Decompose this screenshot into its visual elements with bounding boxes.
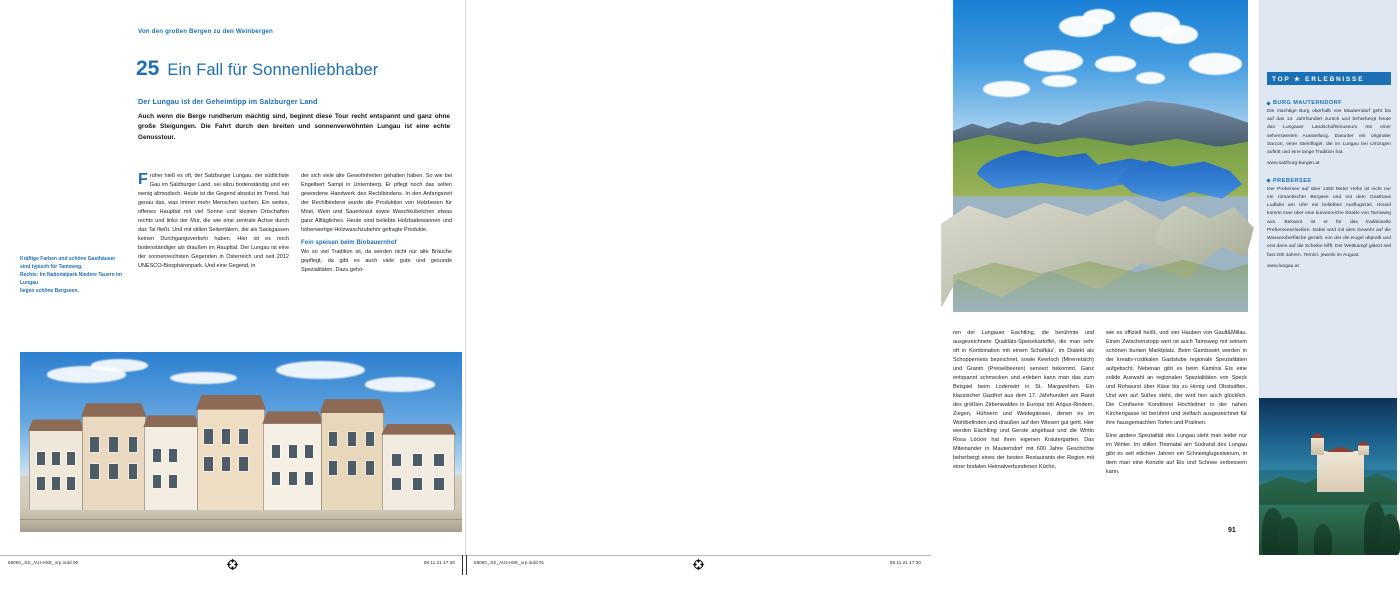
right-page: [466, 0, 1391, 555]
registration-mark-icon: [226, 558, 239, 571]
sidebar-entry-url[interactable]: www.lungau.at: [1267, 263, 1299, 269]
diamond-bullet-icon: [1266, 179, 1270, 183]
body-paragraph: ren der Lungauer Eachtling, die berühmte und ausgezeichnete Qualitäts-Speisekartoffel, die man sehr oft in Kombination mit einem Schafkäs', im Dialekt als Schopperriess bezeichnet, sowie Keerloch (Mirerretsich) und Grantn (Preiselbeeren) serviert bekommt. Ganz entspannt schmecken und erleben kann man das zum Beispiel beim Lodenwirt in St. Margarethen. Ein klassischer Gasthof aus dem 17. Jahrhundert am Rand des größten Zirbenwaldes in Europa mit Angus-Rindern, Ziegen, Hühnern und Weidegänsen, denen es im Wohlbefinden und draußen auf den Wiesen gut geht. Hier werden Eachtling und Gerste angebaut und die Wirtin Rosa Löcker hat ihren eigenen Kräutergarten. Das Miteinander in Mauterndorf mit 600 Jahre Geschichte beherbergt eines der besten Restaurants der Region mit einer bodalen Heimatverbundenen Küche,: [953, 330, 1094, 471]
article-lead: Auch wenn die Berge rundherum mächtig sind, beginnt diese Tour recht entspannt und ganz ohne große Steigungen. Die Fahrt durch den breiten und sonnenverwöhnten Lungau ist eine echte Genusstour.: [138, 113, 450, 141]
body-paragraph-text: rüher hieß es oft, der Salzburger Lungau, der südlichste Gau im Salzburger Land, sei allzu bodenständig und ein wenig altmodisch. Heute ist die Gegend absolut im Trend, hat genau das, was immer mehr Menschen suchen. Ein weites, offenes Haupttal mit viel Sonne und kleinen Ortschaften rechts und links der Mur, die wie eine zentrale Achse durch das Tal fließt. Und mit stillen Seitentälern, die als Sackgassen keinen Durchgangsverkehr haben. Hier ist es noch bodenständiger als draußen im Haupttal. Der Lungau ist eine der sonnenreichsten Gegenden in Österreich und seit 2012 UNESCO-Biosphärenpark. Und eine Gegend, in: [138, 173, 289, 269]
caption-line: Rechts: Im Nationalpark Niedere Tauern im Lungau: [20, 271, 122, 286]
photo-burg-mauterndorf: [1259, 398, 1397, 555]
sidebar-entry-title-text: PREBERSEE: [1273, 177, 1312, 184]
sidebar-content: [1267, 100, 1391, 280]
chapter-heading: [136, 58, 456, 79]
left-page: [0, 0, 465, 555]
footer-rule: [462, 555, 463, 575]
photo-caption-margin: [20, 256, 132, 295]
sidebar-entry-text: Der Prebersee auf über 1450 Meter Höhe ist nicht nur ein romantischer Bergsee und mit dem Gasthaus Ludlalm am Ufer ein beliebtes Ausflugsziel. Hinauf kommt man über eine kurvenreiche Straße von Tamsweg aus. Bekannt ist er für das traditionelle Preberseeschießen. Dabei wird mit dem Gewehr auf die Wasseroberfläche gezielt, von der die Kugel abprallt und erst dann auf die Scheibe trifft. Der Wettkampf glänzt seit fast 200 Jahren. Termin: jeweils im August.: [1267, 186, 1391, 258]
body-column-1: [138, 172, 289, 275]
sidebar-entry-text: Die mächtige Burg oberhalb von Mauterndorf geht bis auf das 14. Jahrhundert zurück und beherbergt heute das Lungauer Landschaftsmuseum mit einer sehenswerten Ausstellung. Darunter ein originaler Sarcon, einer Steinflügel, die im Lungau bei Umzügen auftritt und eine lange Tradition hat.: [1267, 109, 1391, 156]
body-paragraph: [138, 172, 289, 270]
sidebar-heading: TOP ★ ERLEBNISSE: [1267, 72, 1391, 85]
body-column-2: [301, 172, 452, 275]
page-gutter: [465, 0, 466, 555]
footer-timestamp: 08.11.21 17:30: [423, 560, 455, 565]
body-paragraph: wie es offiziell heißt, und vier Hauben von Gault&Millau. Einen Zwischenstopp wert ist auch Tamsweg mit seinem schönen bunten Marktplatz. Beim Gambswirt werden in der kreativ-rustikalen Gaststube regionale Spezialitäten aufgetischt. Nebenan gibt es beim Kaminis Eis eine solide Auswahl an regionalen Spezialitäten von Speck und Rohwurst über Käse bis zu Honig und Obstsäften. Und wer auf Süßes steht, der wird hier auch glücklich. Die Confiserie Konditorei Hochleitner in der nahen Kirchengasse ist berühmt und vielfach ausgezeichnet für ihre hausgemachten Torten und Pralinen.: [1106, 330, 1247, 426]
caption-line: sind typisch für Tamsweg.: [20, 263, 83, 270]
footer-rule: [466, 555, 467, 575]
chapter-number: 25: [136, 57, 160, 80]
chapter-title: Ein Fall für Sonnenliebhaber: [167, 61, 379, 79]
caption-line: Kräftige Farben und schöne Gasthäuser: [20, 256, 116, 262]
running-head-kicker: Von den großen Bergen zu den Weinbergen: [138, 28, 274, 35]
body-paragraph: Wo so viel Tradition ist, da werden nicht nur alte Bräuche gepflegt, da gibt es auch viele gute und gesunde Spezialitäten. Dazu gehö-: [301, 248, 452, 273]
article-subtitle: Der Lungau ist der Geheimtipp im Salzburger Land: [138, 97, 318, 106]
drop-cap: F: [138, 171, 148, 188]
sidebar-entry-title-text: BURG MAUTERNDORF: [1273, 100, 1343, 106]
upper-body-columns: [138, 172, 452, 275]
print-footer: [0, 555, 931, 600]
section-subhead: Fein speisen beim Biobauernhof: [301, 239, 397, 246]
footer-filename: 68060_JUI_AUt-HSE_orp.indd 91: [474, 560, 545, 565]
body-column-4: [1106, 329, 1247, 477]
footer-timestamp: 08.11.21 17:30: [889, 560, 921, 565]
registration-mark-icon: [692, 558, 705, 571]
photo-alpine-lake: [953, 0, 1248, 312]
footer-filename: 68060_JUI_AUt-HSE_orp.indd 90: [8, 560, 79, 565]
sidebar-entry-title: [1267, 100, 1391, 106]
diamond-bullet-icon: [1266, 101, 1270, 105]
body-column-3: [953, 329, 1094, 477]
page-number: 91: [1228, 527, 1236, 534]
caption-line: liegen schöne Bergseen.: [20, 287, 79, 294]
sidebar-entry: [1267, 100, 1391, 169]
sidebar-entry-title: [1267, 178, 1391, 184]
lower-body-columns: [953, 329, 1248, 477]
photo-tamsweg-marketplace: [20, 352, 462, 532]
body-paragraph: der sich viele alte Gewohnheiten gehalten haben. So wie bei Engelbert Sampl in Unternberg. Er pflegt noch das selten gewordene Handwerk des Rechlbindens. In den Anfangszeit der Rechlbinderei wurde die Produktion von Holzbesen für Most, Wein und Sauerkraut sowie Waschkübelchen etwas ganz Alltägliches. Heute sind beliebte Holzbadewannen und höherwertige Holzwaschzubehör gefragte Produkte.: [301, 173, 452, 233]
sidebar-entry: [1267, 178, 1391, 271]
sidebar-entry-url[interactable]: www.salzburg-burgen.at: [1267, 161, 1320, 167]
body-paragraph: Eine andere Spezialität des Lungau sieht man leider nur im Winter. Im stillen Thomatal am Südrand des Lungau gibt es seit etlichen Jahren ein Schneeiglugesteinum, in dem man eine Konzile auf Eis und Schnee verbessern kann.: [1106, 433, 1247, 476]
